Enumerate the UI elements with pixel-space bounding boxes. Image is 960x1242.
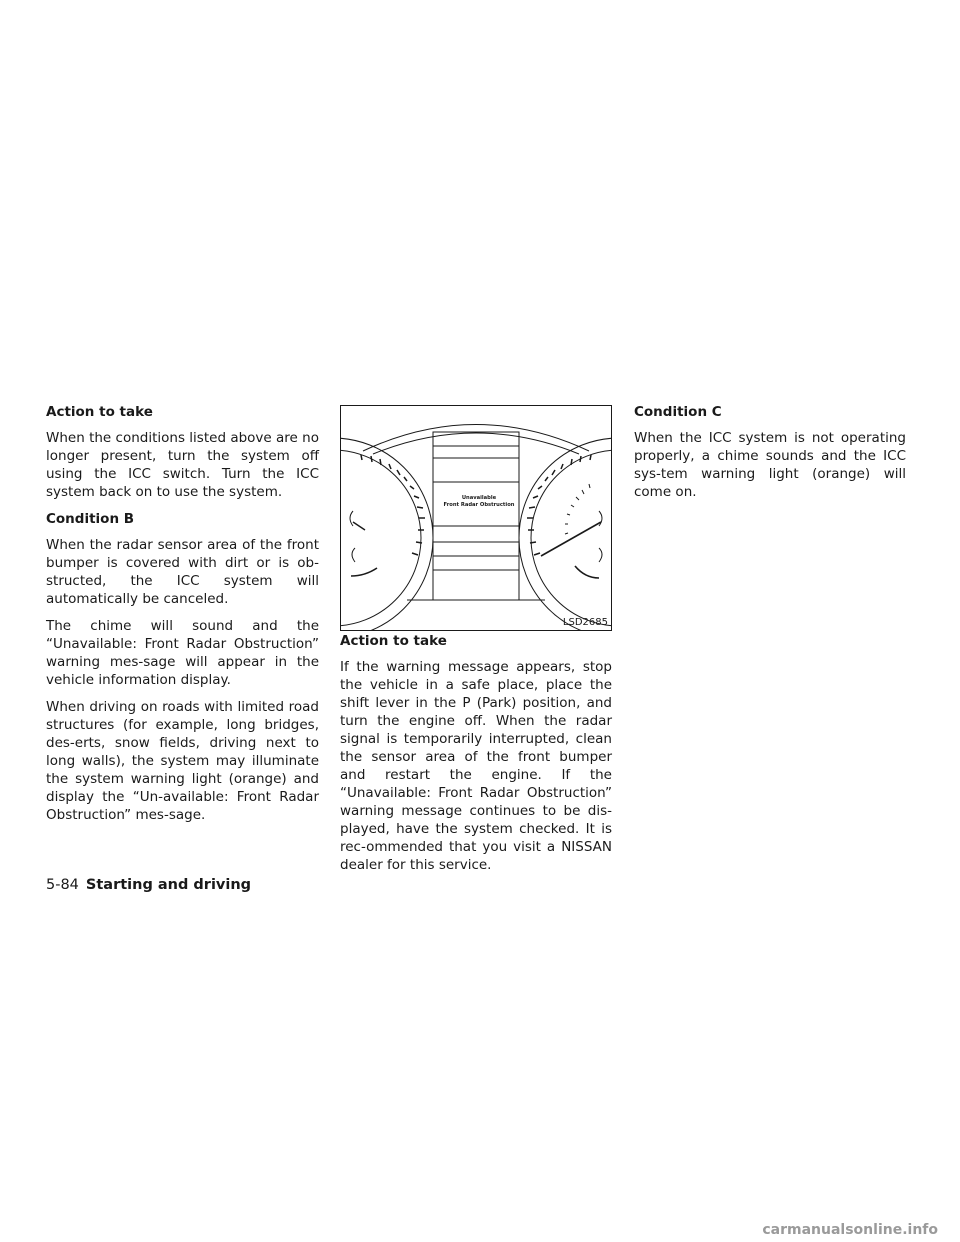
page-number: 5-84 xyxy=(46,877,79,893)
right-gauge-small-arc xyxy=(599,548,602,562)
right-gauge-ticks xyxy=(527,455,591,555)
heading-action-to-take: Action to take xyxy=(340,633,447,649)
right-gauge-needle xyxy=(541,522,601,556)
paragraph: When driving on roads with limited road structures (for example, long bridges, des-erts, snow fields, driving next to long walls), the system may illuminate the system warning light (orange) and display the “Un-available: Front Radar Obstruction” mes-sage. xyxy=(46,699,319,823)
instrument-cluster-figure xyxy=(340,405,612,631)
heading-condition-b: Condition B xyxy=(46,511,135,527)
left-gauge-small-arc xyxy=(352,548,355,562)
heading-action-to-take: Action to take xyxy=(46,404,153,420)
paragraph: If the warning message appears, stop the vehicle in a safe place, place the shift lever in the P (Park) position, and turn the engine off. When the radar signal is temporarily interrupted, clean the sensor area of the front bumper and restart the engine. If the “Unavailable: Front Radar Obstruction” warning message continues to be dis-played, have the system checked. It is rec-ommended that you visit a NISSAN dealer for this service. xyxy=(340,659,612,873)
cluster-hood-inner xyxy=(373,433,579,454)
figure-code: LSD2685 xyxy=(562,617,608,628)
center-display-frame xyxy=(433,432,519,600)
message-line: Unavailable xyxy=(461,495,497,501)
left-gauge-small-arc xyxy=(350,511,353,526)
text-column-right xyxy=(634,403,906,510)
right-gauge-bottom-arc xyxy=(575,566,599,578)
paragraph: When the conditions listed above are no longer present, turn the system off using the ICC switch. Turn the ICC system back on to use the system. xyxy=(46,430,319,500)
paragraph: The chime will sound and the “Unavailable: Front Radar Obstruction” warning mes-sage will appear in the vehicle information display. xyxy=(46,618,319,688)
left-gauge-needle xyxy=(353,522,365,530)
right-gauge-outer-ring xyxy=(519,438,611,630)
left-gauge-ticks xyxy=(361,455,425,555)
instrument-cluster-illustration xyxy=(341,406,611,630)
text-column-left xyxy=(46,403,319,833)
page-footer xyxy=(46,876,251,894)
cluster-hood-outer xyxy=(363,425,589,452)
section-title: Starting and driving xyxy=(85,877,252,893)
left-gauge-bottom-arc xyxy=(351,568,377,576)
text-column-middle xyxy=(340,632,612,883)
warning-message xyxy=(438,495,520,509)
message-line: Front Radar Obstruction xyxy=(443,502,515,508)
paragraph: When the ICC system is not operating properly, a chime sounds and the ICC sys-tem warning light (orange) will come on. xyxy=(634,430,906,500)
heading-condition-c: Condition C xyxy=(634,404,722,420)
paragraph: When the radar sensor area of the front bumper is covered with dirt or is ob-structed, the ICC system will automatically be canceled. xyxy=(46,537,319,607)
watermark: carmanualsonline.info xyxy=(762,1222,938,1238)
left-gauge-outer-ring xyxy=(341,438,433,630)
right-gauge-minor-ticks xyxy=(565,484,590,534)
